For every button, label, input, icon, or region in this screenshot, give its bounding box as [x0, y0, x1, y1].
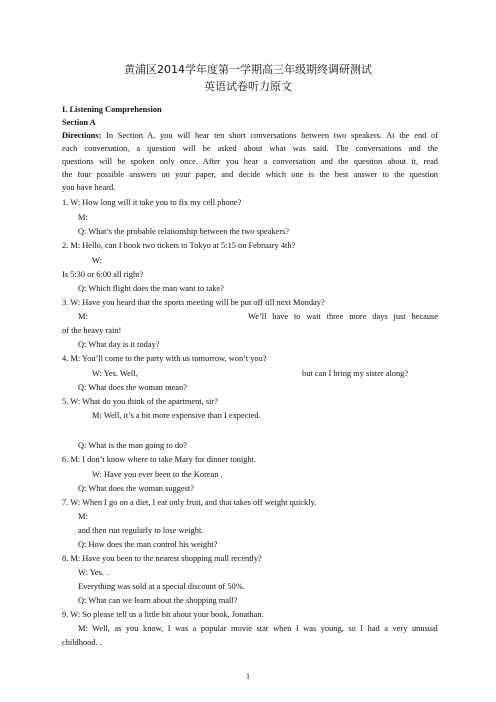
dialogue-line: but can I bring my sister along?	[302, 369, 409, 378]
dialogue-line: Q: What does the woman mean?	[78, 383, 187, 392]
document-title: 黄浦区2014学年度第一学期高三年级期终调研测试	[124, 63, 372, 76]
dialogue-line: M: Well, it’s a bit more expensive than I expected.	[92, 411, 261, 420]
dialogue-line: Q: What can we learn about the shopping mall?	[78, 596, 238, 605]
dialogue-line: 4. M: You’ll come to the party with us tomorrow, won’t you?	[62, 354, 267, 363]
directions-line-2: each conversation, a question will be asked about what was said. The conversations and the	[62, 144, 438, 153]
dialogue-line: M: Well, as you know, I was a popular movie star when I was young, so I had a very unusual	[78, 624, 438, 633]
dialogue-line: We’ll have to wait three more days just because	[248, 312, 438, 321]
dialogue-line: of the heavy rain!	[62, 326, 122, 335]
directions-line-3: questions will be spoken only once. After you hear a conversation and the question about it, read	[62, 157, 438, 166]
dialogue-line: 8. M: Have you been to the nearest shopping mall recently?	[62, 554, 262, 563]
dialogue-line: W:	[92, 256, 102, 265]
dialogue-line: Q: Which flight does the man want to take?	[78, 284, 224, 293]
dialogue-line: 3. W: Have you heard that the sports meeting will be put off till next Monday?	[62, 298, 325, 307]
dialogue-line: Is 5:30 or 6:00 all right?	[62, 270, 144, 279]
dialogue-line: Everything was sold at a special discount of 50%.	[78, 582, 245, 591]
dialogue-line: W: Have you ever been to the Korean .	[92, 470, 223, 479]
dialogue-line: Q: What is the man going to do?	[78, 441, 187, 450]
dialogue-line: Q: What’s the probable relationship between the two speakers?	[78, 227, 290, 236]
dialogue-line: M:	[78, 213, 88, 222]
section-heading: Section A	[62, 118, 96, 127]
part-heading: I. Listening Comprehension	[62, 105, 162, 114]
dialogue-line: childhood. .	[62, 638, 102, 647]
directions-line-5: you have heard.	[62, 183, 116, 192]
dialogue-line: 7. W: When I go on a diet, I eat only fruit, and that takes off weight quickly.	[62, 498, 317, 507]
page-number: 1	[246, 672, 250, 681]
dialogue-line: M:	[78, 312, 88, 321]
dialogue-line: 1. W: How long will it take you to fix my cell phone?	[62, 198, 242, 207]
dialogue-line: and then run regularly to lose weight.	[78, 526, 204, 535]
dialogue-line: 9. W: So please tell us a little bit about your book, Jonathan.	[62, 610, 264, 619]
dialogue-line: W: Yes. Well,	[92, 369, 138, 378]
directions-line-1: Directions: In Section A, you will hear ten short conversations between two speakers. At the end of	[62, 131, 438, 140]
dialogue-line: Q: How does the man control his weight?	[78, 540, 218, 549]
dialogue-line: M:	[78, 512, 88, 521]
dialogue-line: 6. M: I don’t know where to take Mary for dinner tonight.	[62, 455, 257, 464]
document-subtitle: 英语试卷听力原文	[204, 80, 292, 93]
directions-line-4: the four possible answers on your paper, and decide which one is the best answer to the question	[62, 170, 438, 179]
dialogue-line: W: Yes. .	[78, 568, 109, 577]
dialogue-line: Q: What day is it today?	[78, 340, 160, 349]
dialogue-line: 5. W: What do you think of the apartment, sir?	[62, 397, 218, 406]
dialogue-line: 2. M: Hello, can I book two tickets to Tokyo at 5:15 on February 4th?	[62, 241, 296, 250]
dialogue-line: Q: What does the woman suggest?	[78, 484, 194, 493]
directions-label: Directions:	[62, 131, 102, 140]
